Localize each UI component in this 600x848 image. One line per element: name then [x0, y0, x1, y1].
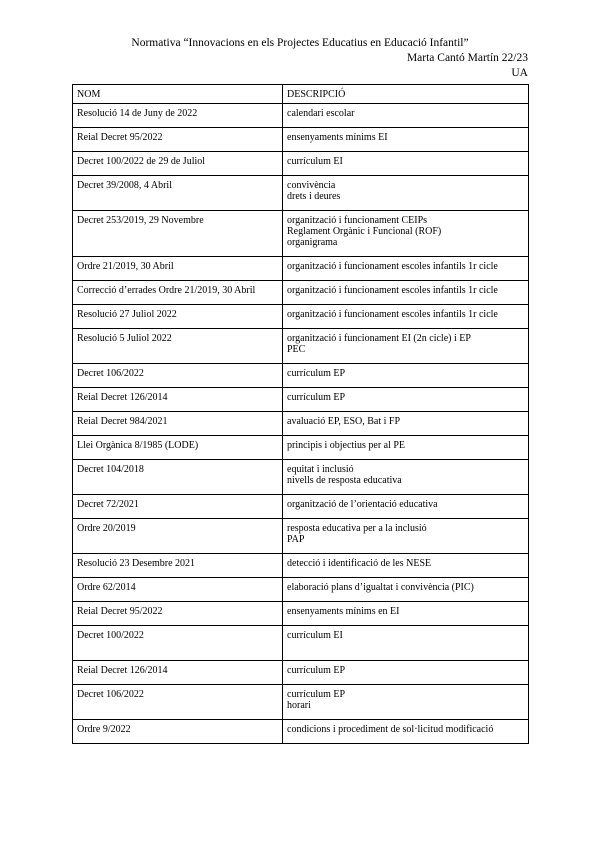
table-row [73, 602, 529, 626]
description-line: calendari escolar [287, 108, 355, 119]
regulation-name: Reial Decret 95/2022 [73, 128, 283, 152]
table-row [73, 436, 529, 460]
table-row [73, 412, 529, 436]
institution-line: UA [511, 67, 528, 79]
regulation-description [283, 661, 529, 685]
author-line: Marta Cantó Martín 22/23 [406, 52, 528, 64]
table-row [73, 661, 529, 685]
table-row [73, 519, 529, 554]
regulation-name: Ordre 9/2022 [73, 720, 283, 744]
regulation-name: Ordre 21/2019, 30 Abril [73, 257, 283, 281]
table-row [73, 176, 529, 211]
regulation-description [283, 364, 529, 388]
table-row [73, 364, 529, 388]
regulation-name: Resolució 14 de Juny de 2022 [73, 104, 283, 128]
description-line: currículum EP [287, 392, 346, 403]
regulation-name: Correcció d’errades Ordre 21/2019, 30 Abril [73, 281, 283, 305]
table-row [73, 578, 529, 602]
regulation-description [283, 602, 529, 626]
description-line: ensenyaments mínims EI [287, 132, 388, 143]
column-header-description: DESCRIPCIÓ [283, 85, 529, 104]
description-line: organització i funcionament escoles infantils 1r cicle [287, 261, 498, 272]
description-line: equitat i inclusió [287, 464, 354, 475]
regulation-name: Resolució 23 Desembre 2021 [73, 554, 283, 578]
regulation-description [283, 211, 529, 257]
description-line: elaboració plans d’igualtat i convivència (PIC) [287, 582, 474, 593]
description-line: avaluació EP, ESO, Bat i FP [287, 416, 401, 427]
table-row [73, 211, 529, 257]
document-title: Normativa “Innovacions en els Projectes Educatius en Educació Infantil” [131, 37, 469, 49]
description-line: ensenyaments mínims en EI [287, 606, 400, 617]
regulation-name: Reial Decret 984/2021 [73, 412, 283, 436]
description-line: organització i funcionament escoles infantils 1r cicle [287, 285, 498, 296]
description-line: principis i objectius per al PE [287, 440, 406, 451]
description-line: organització i funcionament CEIPs [287, 215, 428, 226]
regulation-name: Decret 253/2019, 29 Novembre [73, 211, 283, 257]
regulation-description [283, 720, 529, 744]
regulation-description [283, 495, 529, 519]
table-row [73, 626, 529, 661]
regulation-name: Resolució 5 Juliol 2022 [73, 329, 283, 364]
regulation-name: Decret 39/2008, 4 Abril [73, 176, 283, 211]
description-line: nivells de resposta educativa [287, 475, 402, 486]
regulation-description [283, 257, 529, 281]
regulation-description [283, 329, 529, 364]
regulation-description [283, 685, 529, 720]
description-line: drets i deures [287, 191, 341, 202]
table-row [73, 305, 529, 329]
description-line: convivència [287, 180, 336, 191]
regulation-name: Decret 72/2021 [73, 495, 283, 519]
regulation-name: Decret 104/2018 [73, 460, 283, 495]
description-line: horari [287, 700, 311, 711]
description-line: currículum EP [287, 665, 346, 676]
table-row [73, 257, 529, 281]
description-line: organització i funcionament EI (2n cicle) i EP [287, 333, 471, 344]
description-line: organització i funcionament escoles infantils 1r cicle [287, 309, 498, 320]
column-header-name: NOM [73, 85, 283, 104]
description-line: resposta educativa per a la inclusió [287, 523, 427, 534]
table-row [73, 460, 529, 495]
regulation-description [283, 578, 529, 602]
table-row [73, 554, 529, 578]
regulation-description [283, 305, 529, 329]
description-line: currículum EI [287, 156, 343, 167]
table-header-row [73, 85, 529, 104]
regulations-table [72, 84, 529, 744]
description-line: PEC [287, 344, 306, 355]
description-line: currículum EP [287, 368, 346, 379]
regulation-description [283, 128, 529, 152]
regulation-description [283, 104, 529, 128]
regulation-name: Decret 106/2022 [73, 685, 283, 720]
regulation-description [283, 152, 529, 176]
table-row [73, 329, 529, 364]
regulation-name: Ordre 20/2019 [73, 519, 283, 554]
regulation-name: Reial Decret 126/2014 [73, 388, 283, 412]
regulation-name: Reial Decret 95/2022 [73, 602, 283, 626]
regulation-description [283, 436, 529, 460]
regulation-name: Decret 100/2022 de 29 de Juliol [73, 152, 283, 176]
regulation-description [283, 412, 529, 436]
regulation-name: Decret 106/2022 [73, 364, 283, 388]
table-row [73, 720, 529, 744]
regulation-description [283, 281, 529, 305]
table-row [73, 281, 529, 305]
description-line: currículum EP [287, 689, 346, 700]
table-row [73, 388, 529, 412]
description-line: organigrama [287, 237, 338, 248]
table-row [73, 104, 529, 128]
description-line: currículum EI [287, 630, 343, 641]
regulation-description [283, 176, 529, 211]
regulation-description [283, 460, 529, 495]
description-line: Reglament Orgànic i Funcional (ROF) [287, 226, 442, 237]
description-line: condicions i procediment de sol·licitud modificació [287, 724, 494, 735]
regulation-description [283, 519, 529, 554]
description-line: detecció i identificació de les NESE [287, 558, 432, 569]
regulation-name: Decret 100/2022 [73, 626, 283, 661]
table-row [73, 495, 529, 519]
description-line: organització de l’orientació educativa [287, 499, 438, 510]
regulation-name: Ordre 62/2014 [73, 578, 283, 602]
table-row [73, 152, 529, 176]
table-row [73, 128, 529, 152]
regulation-description [283, 388, 529, 412]
regulation-description [283, 626, 529, 661]
regulation-description [283, 554, 529, 578]
description-line: PAP [287, 534, 305, 545]
regulation-name: Llei Orgànica 8/1985 (LODE) [73, 436, 283, 460]
regulation-name: Resolució 27 Juliol 2022 [73, 305, 283, 329]
table-row [73, 685, 529, 720]
regulation-name: Reial Decret 126/2014 [73, 661, 283, 685]
